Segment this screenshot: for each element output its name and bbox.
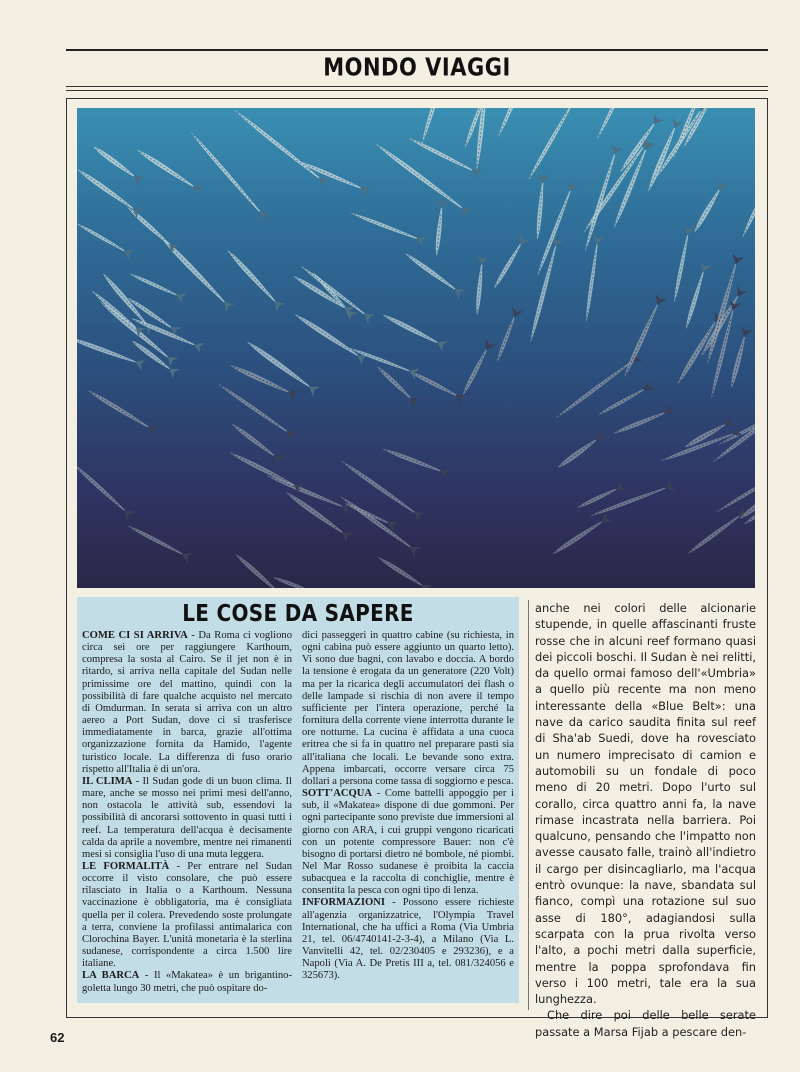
barracuda-fish (680, 262, 711, 331)
column-separator (528, 600, 529, 1010)
barracuda-fish (741, 477, 755, 529)
barracuda-fish (348, 207, 427, 247)
barracuda-fish (713, 458, 755, 518)
barracuda-fish (291, 309, 368, 365)
info-keyword: LE FORMALITÀ (82, 860, 170, 872)
info-column-left (82, 630, 292, 995)
info-box-title: LE COSE DA SAPERE (182, 599, 414, 627)
barracuda-fish (227, 360, 299, 401)
barracuda-fish (85, 385, 159, 437)
barracuda-photo (77, 108, 755, 588)
barracuda-fish (668, 225, 695, 304)
section-title: MONDO VIAGGI (323, 52, 511, 82)
top-rule (66, 49, 768, 51)
barracuda-fish (223, 246, 286, 312)
barracuda-fish (531, 173, 549, 240)
barracuda-fish (489, 234, 530, 292)
info-keyword: IL CLIMA (82, 775, 133, 787)
info-keyword: LA BARCA (82, 970, 140, 982)
barracuda-fish (684, 506, 750, 559)
info-keyword: SOTT'ACQUA (302, 788, 373, 800)
info-paragraph (82, 776, 292, 861)
barracuda-fish (492, 108, 542, 140)
barracuda-fish (77, 331, 146, 370)
page-number: 62 (50, 1030, 65, 1045)
article-paragraph: anche nei colori delle alcionarie stupende, in quelle affascinanti fruste rosse che in alcuni reef formano quasi dei piccoli boschi. Il Sudan è nei relitti, da quello ormai famoso dell'«Umbria» a quello più recente ma non meno interessante della «Blue Belt»: una nave da carico saudita finita sul reef di Sha'ab Suedi, dove ha rovesciato un numero imprecisato di camion e automobili su un fondale di poco meno di 20 metri. Dopo l'urto sul corallo, circa quattro anni fa, la nave rimase incastrata nella barriera. Poi qualcuno, pensando che l'impatto non avesse causato falle, trainò all'indietro il cargo per disincagliarlo, ma l'acqua entrò ovunque: la nave, sbandata sul fianco, compì una rotazione sul suo asse di 180°, adagiandosi sulla scarpata con la prua rivolta verso l'alto, a pochi metri dalla superficie, mentre la poppa sprofondava fin verso i 100 metri, tale era la sua lunghezza. (535, 601, 756, 1007)
barracuda-fish (587, 479, 675, 522)
info-text: - Come battelli appoggio per i sub, il «Makatea» dispone di due gommoni. Per ogni partecipante sono previste due immersioni al giorno con ARA, i cui gruppi vengono ricaricati con un potente compressore Bauer: non c'è bisogno di portarsi dietro né bombole, né piombi. Nel Mar Rosso sudanese è proibita la caccia subacquea e la raccolta di conchiglie, mentre è consentita la pesca con ogni tipo di lenza. (302, 788, 514, 897)
info-keyword: INFORMAZIONI (302, 897, 385, 909)
barracuda-fish (689, 179, 729, 235)
header-rule-upper (66, 86, 768, 87)
barracuda-fish (128, 336, 180, 379)
barracuda-fish (214, 379, 297, 442)
barracuda-fish (471, 108, 494, 171)
barracuda-fish (554, 430, 607, 473)
barracuda-fish (549, 512, 612, 559)
info-paragraph (302, 630, 514, 788)
info-text: - Per entrare nel Sudan occorre il visto consolare, che può essere rilasciato in Italia o a Karthoum. Nessuna vaccinazione è obbligatoria, ma è consigliata quella per il colera. Prevedendo soste prolungate a terra, conviene la profilassi antimalarica con Clorochina Bayer. L'unità monetaria è la sterlina sudanese, corrispondente a circa 1.500 lire italiane. (82, 860, 292, 970)
barracuda-fish (725, 327, 752, 390)
barracuda-fish (123, 202, 179, 254)
barracuda-fish (659, 425, 744, 466)
barracuda-fish (297, 261, 375, 324)
info-column-right (302, 630, 514, 983)
fish-school-illustration (77, 108, 755, 588)
barracuda-fish (125, 520, 194, 563)
barracuda-fish (715, 398, 755, 450)
barracuda-fish (295, 155, 371, 196)
barracuda-fish (580, 235, 604, 324)
info-text: - Il Sudan gode di un buon clima. Il mare, anche se mosso nei primi mesi dell'anno, non ostacola le attività sub, essendovi la possibilità di ancorarsi sottovento in quasi tutti i reef. La temperatura dell'acqua è decisamente calda da aprile a novembre, mentre nei rimanenti mesi si consiglia l'uso di una muta leggera. (82, 775, 292, 860)
info-paragraph (82, 970, 292, 994)
barracuda-fish (230, 108, 329, 188)
info-keyword: COME CI SI ARRIVA (82, 630, 188, 641)
barracuda-fish (271, 572, 322, 588)
barracuda-fish (231, 549, 287, 588)
barracuda-fish (579, 144, 623, 253)
barracuda-fish (77, 459, 135, 521)
barracuda-fish (416, 108, 460, 147)
barracuda-fish (595, 380, 654, 420)
barracuda-fish (682, 415, 736, 452)
barracuda-fish (458, 339, 496, 398)
info-text: - Possono essere richieste all'agenzia organizzatrice, l'Olympia Travel International, che ha uffici a Roma (Via Umbria 21, tel. 06/4740141-2-3-4), a Milano (Via L. Vanvitelli 42, tel. 02/230405 e 293236), e a Napoli (Via A. De Pretis III a, tel. 081/324056 e 325673). (302, 897, 514, 982)
barracuda-fish (373, 362, 421, 408)
barracuda-fish (523, 108, 582, 183)
barracuda-fish (459, 108, 494, 150)
barracuda-fish (90, 142, 145, 187)
barracuda-fish (338, 456, 426, 523)
info-text: - Da Roma ci vogliono circa sei ore per raggiungere Karthoum, compresa la sosta al Cairo. Se il jet non è in ritardo, si arriva nella capitale del Sudan nelle primissime ore del mattino, quindi con la possibilità di fare qualche acquisto nel mercato di Omdurman. In serata si arriva con un altro aereo a Port Sudan, dove ci si trasferisce immediatamente in barca, grazie all'ottima organizzazione fornita da Hamido, l'agente turistico locale. La differenza di fuso orario rispetto all'Italia è di un'ora. (82, 630, 292, 775)
barracuda-fish (77, 164, 144, 218)
barracuda-fish (737, 165, 755, 240)
header-rule-lower (66, 90, 768, 91)
info-paragraph (82, 861, 292, 970)
barracuda-fish (380, 309, 448, 352)
barracuda-fish (77, 218, 135, 260)
barracuda-fish (401, 248, 465, 299)
barracuda-fish (380, 443, 451, 480)
info-text: dici passeggeri in quattro cabine (su richiesta, in ogni cabina può essere aggiunto un quarto letto). Vi sono due bagni, con lavabo e doccia. A bordo la tensione è erogata da un generatore (220 Volt) ma per la ricarica degli accumulatori dei flash o delle lampade si rischia di non avere il tempo sufficiente per l'intera operazione, perché la fornitura della corrente viene interrotta durante le ore notturne. La cucina è affidata a una cuoca eritrea che si fa in quattro nel preparare pasti sia all'italiana che locali. Le bevande sono extra. Appena imbarcati, occorre versare circa 75 dollari a persona come tassa di soggiorno e pesca. (302, 630, 514, 787)
barracuda-fish (133, 144, 204, 196)
barracuda-fish (290, 271, 354, 317)
barracuda-fish (228, 419, 285, 466)
barracuda-fish (375, 552, 433, 588)
barracuda-fish (127, 268, 187, 304)
article-column (535, 600, 756, 1040)
barracuda-fish (525, 236, 564, 344)
barracuda-fish (643, 118, 684, 195)
barracuda-fish (430, 198, 448, 256)
barracuda-fish (592, 108, 639, 142)
info-paragraph (82, 630, 292, 776)
barracuda-fish (574, 480, 626, 513)
barracuda-fish (372, 139, 473, 218)
info-text: - Il «Makatea» è un brigantino-goletta lungo 30 metri, che può ospitare do- (82, 970, 292, 994)
barracuda-fish (491, 307, 523, 364)
article-paragraph: Che dire poi delle belle serate passate a Marsa Fijab a pescare den- (535, 1008, 756, 1039)
info-paragraph (302, 788, 514, 897)
barracuda-fish (186, 128, 270, 223)
barracuda-fish (471, 255, 488, 316)
barracuda-fish (337, 491, 421, 557)
barracuda-fish (611, 404, 675, 439)
info-paragraph (302, 897, 514, 982)
